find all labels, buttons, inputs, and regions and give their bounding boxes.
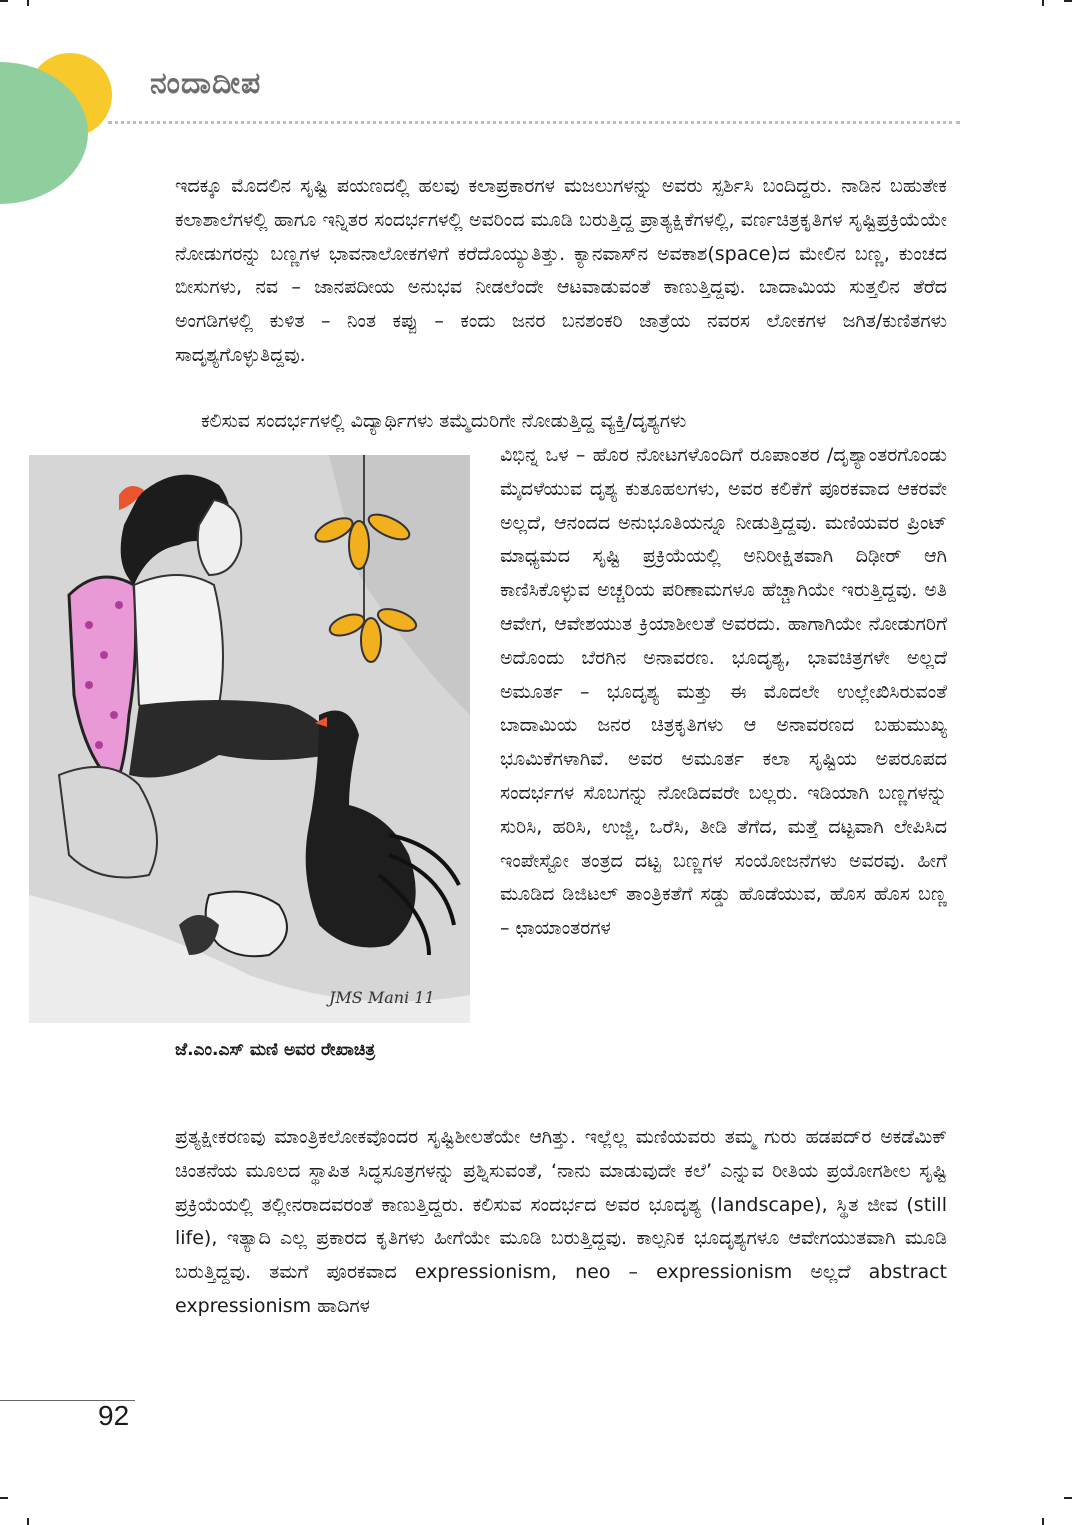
header-decoration: [0, 0, 130, 220]
crop-mark: [1064, 0, 1072, 2]
artist-signature: JMS Mani 11: [329, 988, 435, 1007]
crop-mark: [1042, 1518, 1044, 1525]
figure-caption: ಜೆ.ಎಂ.ಎಸ್ ಮಣಿ ಅವರ ರೇಖಾಚಿತ್ರ: [175, 1040, 376, 1060]
paragraph-1: ಇದಕ್ಕೂ ಮೊದಲಿನ ಸೃಷ್ಟಿ ಪಯಣದಲ್ಲಿ ಹಲವು ಕಲಾಪ್ರಕಾರಗಳ ಮಜಲುಗಳನ್ನು ಅವರು ಸ್ಪರ್ಶಿಸಿ ಬಂದಿದ್ದರು. ನಾಡಿನ ಬಹುತೇಕ ಕಲಾಶಾಲೆಗಳಲ್ಲಿ ಹಾಗೂ ಇನ್ನಿತರ ಸಂದರ್ಭಗಳಲ್ಲಿ ಅವರಿಂದ ಮೂಡಿ ಬರುತ್ತಿದ್ದ ಪ್ರಾತ್ಯಕ್ಷಿಕೆಗಳಲ್ಲಿ, ವರ್ಣಚಿತ್ರಕೃತಿಗಳ ಸೃಷ್ಟಿಪ್ರಕ್ರಿಯೆಯೇ ನೋಡುಗರನ್ನು ಬಣ್ಣಗಳ ಭಾವನಾಲೋಕಗಳಿಗೆ ಕರೆದೊಯ್ಯುತಿತ್ತು. ಕ್ಯಾನವಾಸ್‌ನ ಅವಕಾಶ(space)ದ ಮೇಲಿನ ಬಣ್ಣ, ಕುಂಚದ ಬೀಸುಗಳು, ನವ – ಜಾನಪದೀಯ ಅನುಭವ ನೀಡಲೆಂದೇ ಆಟವಾಡುವಂತೆ ಕಾಣುತ್ತಿದ್ದವು. ಬಾದಾಮಿಯ ಸುತ್ತಲಿನ ತೆರೆದ ಅಂಗಡಿಗಳಲ್ಲಿ ಕುಳಿತ – ನಿಂತ ಕಪ್ಪು – ಕಂದು ಜನರ ಬನಶಂಕರಿ ಜಾತ್ರೆಯ ನವರಸ ಲೋಕಗಳ ಜಗಿತ/ಕುಣಿತಗಳು ಸಾದೃಶ್ಯಗೊಳ್ಳುತಿದ್ದವು.: [175, 175, 947, 366]
crop-mark: [1042, 0, 1044, 6]
paragraph-2-end: ಪ್ರತ್ಯಕ್ಷೀಕರಣವು ಮಾಂತ್ರಿಕಲೋಕವೊಂದರ ಸೃಷ್ಟಿಶೀಲತೆಯೇ ಆಗಿತ್ತು. ಇಲ್ಲೆಲ್ಲ ಮಣಿಯವರು ತಮ್ಮ ಗುರು ಹಡಪದ್‌ರ ಅಕಡೆಮಿಕ್ ಚಿಂತನೆಯ ಮೂಲದ ಸ್ಥಾಪಿತ ಸಿದ್ಧಸೂತ್ರಗಳನ್ನು ಪ್ರಶ್ನಿಸುವಂತೆ, ‘ನಾನು ಮಾಡುವುದೇ ಕಲೆ’ ಎನ್ನುವ ರೀತಿಯ ಪ್ರಯೋಗಶೀಲ ಸೃಷ್ಟಿ ಪ್ರಕ್ರಿಯೆಯಲ್ಲಿ ತಲ್ಲೀನರಾದವರಂತೆ ಕಾಣುತ್ತಿದ್ದರು. ಕಲಿಸುವ ಸಂದರ್ಭದ ಅವರ ಭೂದೃಶ್ಯ (landscape), ಸ್ಥಿತ ಜೀವ (still life), ಇತ್ಯಾದಿ ಎಲ್ಲ ಪ್ರಕಾರದ ಕೃತಿಗಳು ಹೀಗೆಯೇ ಮೂಡಿ ಬರುತ್ತಿದ್ದವು. ಕಾಲ್ಪನಿಕ ಭೂದೃಶ್ಯಗಳೂ ಆವೇಗಯುತವಾಗಿ ಮೂಡಿ ಬರುತ್ತಿದ್ದವು. ತಮಗೆ ಪೂರಕವಾದ expressionism, neo – expressionism ಅಲ್ಲದೆ abstract expressionism ಹಾದಿಗಳ: [175, 1126, 947, 1317]
crop-mark: [1064, 1497, 1072, 1499]
crop-mark: [27, 1518, 29, 1525]
page-number: 92: [98, 1400, 130, 1431]
header-dotted-rule: [108, 121, 960, 124]
paragraph-2-column: ವಿಭಿನ್ನ ಒಳ – ಹೊರ ನೋಟಗಳೊಂದಿಗೆ ರೂಪಾಂತರ /ದೃಶ್ಯಾಂತರಗೊಂಡು ಮೈದಳೆಯುವ ದೃಶ್ಯ ಕುತೂಹಲಗಳು, ಅವರ ಕಲಿಕೆಗೆ ಪೂರಕವಾದ ಆಕರವೇ ಅಲ್ಲದೆ, ಆನಂದದ ಅನುಭೂತಿಯನ್ನೂ ನೀಡುತ್ತಿದ್ದವು. ಮಣಿಯವರ ಪ್ರಿಂಟ್ ಮಾಧ್ಯಮದ ಸೃಷ್ಟಿ ಪ್ರಕ್ರಿಯೆಯಲ್ಲಿ ಅನಿರೀಕ್ಷಿತವಾಗಿ ದಿಢೀರ್ ಆಗಿ ಕಾಣಿಸಿಕೊಳ್ಳುವ ಅಚ್ಚರಿಯ ಪರಿಣಾಮಗಳೂ ಹೆಚ್ಚಾಗಿಯೇ ಇರುತ್ತಿದ್ದವು. ಅತಿ ಆವೇಗ, ಆವೇಶಯುತ ಕ್ರಿಯಾಶೀಲತೆ ಅವರದು. ಹಾಗಾಗಿಯೇ ನೋಡುಗರಿಗೆ ಅದೊಂದು ಬೆರಗಿನ ಅನಾವರಣ. ಭೂದೃಶ್ಯ, ಭಾವಚಿತ್ರಗಳೇ ಅಲ್ಲದೆ ಅಮೂರ್ತ – ಭೂದೃಶ್ಯ ಮತ್ತು ಈ ಮೊದಲೇ ಉಲ್ಲೇಖಿಸಿರುವಂತೆ ಬಾದಾಮಿಯ ಜನರ ಚಿತ್ರಕೃತಿಗಳು ಆ ಅನಾವರಣದ ಬಹುಮುಖ್ಯ ಭೂಮಿಕೆಗಳಾಗಿವೆ. ಅವರ ಅಮೂರ್ತ ಕಲಾ ಸೃಷ್ಟಿಯ ಅಪರೂಪದ ಸಂದರ್ಭಗಳ ಸೊಬಗನ್ನು ನೋಡಿದವರೇ ಬಲ್ಲರು. ಇಡಿಯಾಗಿ ಬಣ್ಣಗಳನ್ನು ಸುರಿಸಿ, ಹರಿಸಿ, ಉಜ್ಜಿ, ಒರೆಸಿ, ತೀಡಿ ತೆಗೆದ, ಮತ್ತೆ ದಟ್ಟವಾಗಿ ಲೇಪಿಸಿದ ಇಂಪೇಸ್ಟೋ ತಂತ್ರದ ದಟ್ಟ ಬಣ್ಣಗಳ ಸಂಯೋಜನೆಗಳು ಅವರವು. ಹೀಗೆ ಮೂಡಿದ ಡಿಜಿಟಲ್ ತಾಂತ್ರಿಕತೆಗೆ ಸಡ್ಡು ಹೊಡೆಯುವ, ಹೊಸ ಹೊಸ ಬಣ್ಣ – ಛಾಯಾಂತರಗಳ: [500, 444, 947, 940]
magazine-title: ನಂದಾದೀಪ: [150, 66, 262, 101]
artwork-sketch: [29, 455, 470, 1023]
paragraph-2-start: ಕಲಿಸುವ ಸಂದರ್ಭಗಳಲ್ಲಿ ವಿದ್ಯಾರ್ಥಿಗಳು ತಮ್ಮೆದುರಿಗೇ ನೋಡುತ್ತಿದ್ದ ವ್ಯಕ್ತಿ/ದೃಶ್ಯಗಳು: [201, 410, 687, 432]
crop-mark: [0, 1497, 8, 1499]
